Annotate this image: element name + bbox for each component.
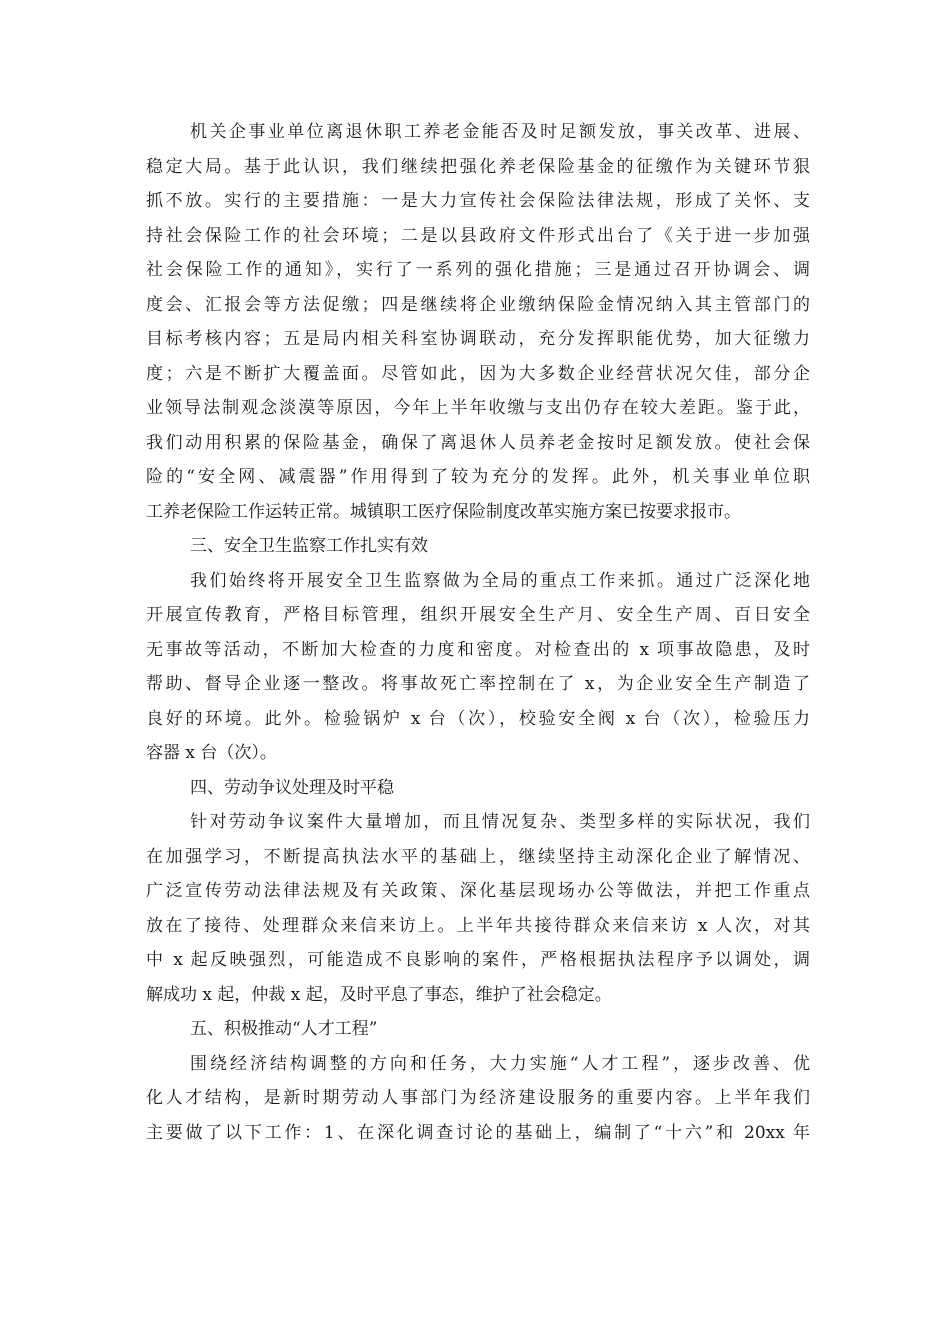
paragraph-line: 社会保险工作的通知》，实行了一系列的强化措施；三是通过召开协调会、调 <box>146 260 810 280</box>
paragraph-line: 业领导法制观念淡漠等原因，今年上半年收缴与支出仍存在较大差距。鉴于此， <box>146 398 810 418</box>
document-body <box>146 115 810 1150</box>
paragraph-line: 主要做了以下工作：1、在深化调查讨论的基础上，编制了“十六”和 20xx 年 <box>146 1122 810 1143</box>
paragraph-line: 良好的环境。此外。检验锅炉 x 台（次），校验安全阀 x 台（次），检验压力 <box>146 708 810 729</box>
paragraph-line: 在加强学习，不断提高执法水平的基础上，继续坚持主动深化企业了解情况、 <box>146 846 810 867</box>
section-heading: 三、安全卫生监察工作扎实有效 <box>190 536 428 556</box>
paragraph-line: 开展宣传教育，严格目标管理，组织开展安全生产月、安全生产周、百日安全 <box>146 605 810 625</box>
paragraph-line: 中 x 起反映强烈，可能造成不良影响的案件，严格根据执法程序予以调处，调 <box>146 950 810 970</box>
paragraph-line: 工养老保险工作运转正常。城镇职工医疗保险制度改革实施方案已按要求报市。 <box>146 501 741 522</box>
section-heading: 五、积极推动“人才工程” <box>190 1019 378 1039</box>
paragraph-line: 针对劳动争议案件大量增加，而且情况复杂、类型多样的实际状况，我们 <box>190 812 810 832</box>
paragraph-line: 持社会保险工作的社会环境；二是以县政府文件形式出台了《关于进一步加强 <box>146 225 810 246</box>
paragraph-line: 化人才结构，是新时期劳动人事部门为经济建设服务的重要内容。上半年我们 <box>146 1088 810 1108</box>
paragraph-line: 度会、汇报会等方法促缴；四是继续将企业缴纳保险金情况纳入其主管部门的 <box>146 294 810 315</box>
section-heading: 四、劳动争议处理及时平稳 <box>190 777 394 798</box>
paragraph-line: 围绕经济结构调整的方向和任务，大力实施“人才工程”，逐步改善、优 <box>190 1053 810 1074</box>
paragraph-line: 度；六是不断扩大覆盖面。尽管如此，因为大多数企业经营状况欠佳，部分企 <box>146 363 810 384</box>
paragraph-line: 放在了接待、处理群众来信来访上。上半年共接待群众来信来访 x 人次，对其 <box>146 915 810 936</box>
paragraph-line: 解成功 x 起，仲裁 x 起，及时平息了事态，维护了社会稳定。 <box>146 984 612 1005</box>
paragraph-line: 我们动用积累的保险基金，确保了离退休人员养老金按时足额发放。使社会保 <box>146 432 810 453</box>
paragraph-line: 我们始终将开展安全卫生监察做为全局的重点工作来抓。通过广泛深化地 <box>190 570 810 591</box>
paragraph-line: 广泛宣传劳动法律法规及有关政策、深化基层现场办公等做法，并把工作重点 <box>146 881 810 901</box>
paragraph-line: 无事故等活动，不断加大检查的力度和密度。对检查出的 x 项事故隐患，及时 <box>146 639 810 660</box>
paragraph-line: 抓不放。实行的主要措施：一是大力宣传社会保险法律法规，形成了关怀、支 <box>146 191 810 211</box>
paragraph-line: 机关企事业单位离退休职工养老金能否及时足额发放，事关改革、进展、 <box>190 122 810 142</box>
paragraph-line: 稳定大局。基于此认识，我们继续把强化养老保险基金的征缴作为关键环节狠 <box>146 156 810 177</box>
paragraph-line: 帮助、督导企业逐一整改。将事故死亡率控制在了 x，为企业安全生产制造了 <box>146 674 810 694</box>
paragraph-line: 容器 x 台（次）。 <box>146 743 277 763</box>
paragraph-line: 险的“安全网、减震器”作用得到了较为充分的发挥。此外，机关事业单位职 <box>146 467 810 487</box>
paragraph-line: 目标考核内容；五是局内相关科室协调联动，充分发挥职能优势，加大征缴力 <box>146 329 810 349</box>
